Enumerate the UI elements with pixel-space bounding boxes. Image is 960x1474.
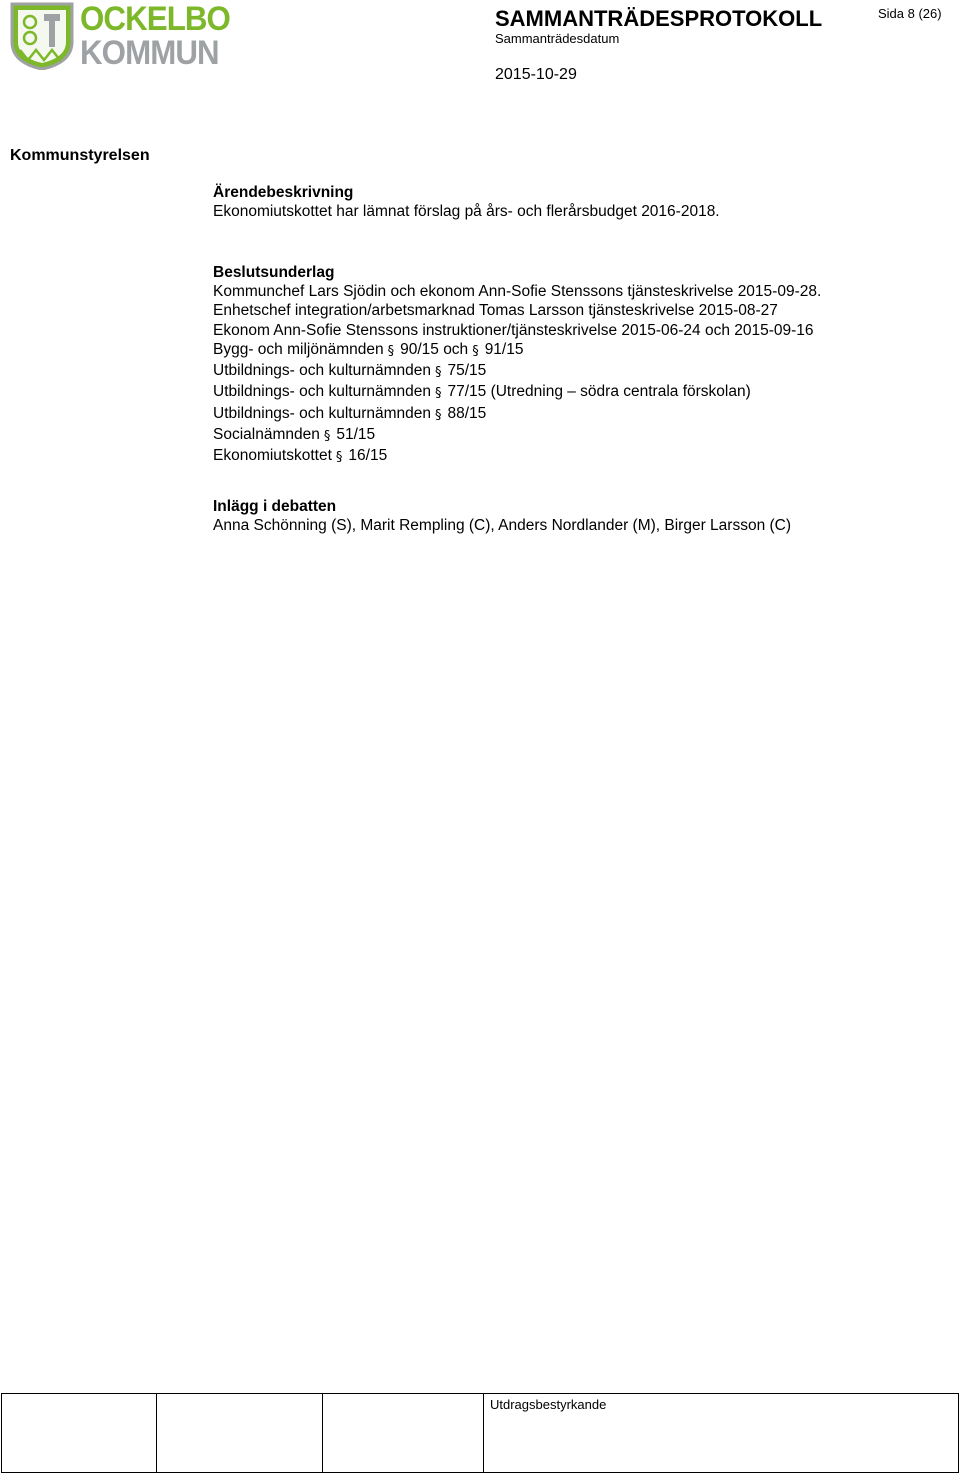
basis-item: Kommunchef Lars Sjödin och ekonom Ann-Sofie Stenssons tjänsteskrivelse 2015-09-28. xyxy=(213,283,822,300)
paragraph-symbol: § xyxy=(434,407,442,423)
ref-number: 16/15 xyxy=(348,447,388,465)
page-number: Sida 8 (26) xyxy=(878,6,942,21)
paragraph-symbol: § xyxy=(434,386,442,402)
ref-number: 90/15 och xyxy=(400,340,469,358)
meeting-date: 2015-10-29 xyxy=(495,66,577,83)
basis-item: Enhetschef integration/arbetsmarknad Tomas Larsson tjänsteskrivelse 2015-08-27 xyxy=(213,302,778,320)
organ-name: Kommunstyrelsen xyxy=(10,147,150,164)
paragraph-symbol: § xyxy=(434,365,442,381)
logo-line-ockelbo: OCKELBO xyxy=(80,0,230,38)
extract-certification-label: Utdragsbestyrkande xyxy=(484,1394,959,1473)
basis-ref-item xyxy=(213,340,948,361)
ockelbo-kommun-logo xyxy=(10,0,230,72)
signature-cell xyxy=(157,1394,323,1473)
paragraph-symbol: § xyxy=(387,343,395,359)
ref-number: 51/15 xyxy=(336,426,376,444)
ref-number: 91/15 xyxy=(484,340,524,358)
signature-cell xyxy=(2,1394,157,1473)
ref-body: Utbildnings- och kulturnämnden xyxy=(213,404,431,422)
document-title: SAMMANTRÄDESPROTOKOLL xyxy=(495,6,823,31)
meeting-date-label: Sammanträdesdatum xyxy=(495,31,620,46)
ref-body: Ekonomiutskottet xyxy=(213,447,332,465)
signature-footer-table xyxy=(1,1393,959,1473)
signature-cell xyxy=(323,1394,484,1473)
basis-ref-item xyxy=(213,361,948,382)
decision-basis-section xyxy=(213,263,948,468)
case-description-section xyxy=(213,183,948,221)
basis-ref-item xyxy=(213,425,948,446)
ref-body: Utbildnings- och kulturnämnden xyxy=(213,362,431,380)
case-description-text: Ekonomiutskottet har lämnat förslag på års- och flerårsbudget 2016-2018. xyxy=(213,203,720,220)
basis-ref-item xyxy=(213,446,948,467)
logo-wordmark xyxy=(80,0,230,72)
ref-body: Bygg- och miljönämnden xyxy=(213,340,384,358)
ref-number: 88/15 xyxy=(447,404,487,422)
paragraph-symbol: § xyxy=(323,429,331,445)
decision-basis-heading: Beslutsunderlag xyxy=(213,264,335,281)
paragraph-symbol: § xyxy=(335,450,343,466)
ref-body: Socialnämnden xyxy=(213,426,320,444)
ref-body: Utbildnings- och kulturnämnden xyxy=(213,383,431,401)
basis-ref-item xyxy=(213,404,948,425)
debate-participants: Anna Schönning (S), Marit Rempling (C), Anders Nordlander (M), Birger Larsson (C) xyxy=(213,517,792,534)
debate-section xyxy=(213,497,948,535)
paragraph-symbol: § xyxy=(472,343,479,359)
case-description-heading: Ärendebeskrivning xyxy=(213,184,354,201)
basis-ref-item xyxy=(213,382,948,403)
coat-of-arms-icon xyxy=(10,2,74,70)
debate-heading: Inlägg i debatten xyxy=(213,498,337,515)
logo-line-kommun: KOMMUN xyxy=(80,34,219,72)
ref-number: 75/15 xyxy=(447,362,487,380)
basis-item: Ekonom Ann-Sofie Stenssons instruktioner/tjänsteskrivelse 2015-06-24 och 2015-09-16 xyxy=(213,321,814,339)
ref-number: 77/15 (Utredning – södra centrala förskolan) xyxy=(447,383,751,401)
